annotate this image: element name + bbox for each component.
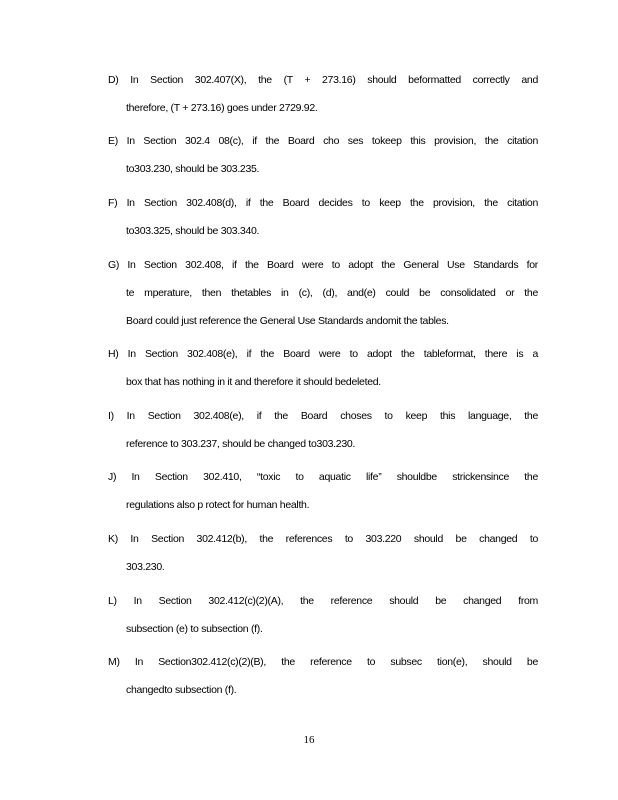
item-g bbox=[108, 255, 538, 339]
item-l-line-2: subsection (e) to subsection (f). bbox=[126, 623, 263, 635]
item-m-line-2: changedto subsection (f). bbox=[126, 684, 237, 696]
item-f-line-2: to303.325, should be 303.340. bbox=[126, 225, 260, 237]
item-i-line-1: I) In Section 302.408(e), if the Board choses to keep this language, the bbox=[108, 410, 538, 422]
item-d bbox=[108, 70, 538, 126]
item-j-line-1: J) In Section 302.410, “toxic to aquatic life” shouldbe strickensince the bbox=[108, 471, 538, 483]
item-h-line-2: box that has nothing in it and therefore it should bedeleted. bbox=[126, 376, 381, 388]
item-k-line-1: K) In Section 302.412(b), the references to 303.220 should be changed to bbox=[108, 533, 538, 545]
page-number: 16 bbox=[303, 734, 315, 746]
item-j-line-2: regulations also p rotect for human health. bbox=[126, 499, 310, 511]
item-h bbox=[108, 344, 538, 400]
item-f bbox=[108, 193, 538, 249]
item-e-line-2: to303.230, should be 303.235. bbox=[126, 163, 260, 175]
item-g-line-2: te mperature, then thetables in (c), (d), and(e) could be consolidated or the bbox=[126, 287, 538, 299]
item-e bbox=[108, 131, 538, 187]
item-l bbox=[108, 591, 538, 647]
item-i-line-2: reference to 303.237, should be changed to303.230. bbox=[126, 438, 356, 450]
item-d-line-1: D) In Section 302.407(X), the (T + 273.16) should beformatted correctly and bbox=[108, 74, 538, 86]
item-e-line-1: E) In Section 302.4 08(c), if the Board cho ses tokeep this provision, the citation bbox=[108, 135, 538, 147]
item-j bbox=[108, 467, 538, 523]
item-f-line-1: F) In Section 302.408(d), if the Board decides to keep the provision, the citation bbox=[108, 197, 538, 209]
item-d-line-2: therefore, (T + 273.16) goes under 2729.92. bbox=[126, 102, 318, 114]
item-i bbox=[108, 406, 538, 462]
item-l-line-1: L) In Section 302.412(c)(2)(A), the reference should be changed from bbox=[108, 595, 538, 607]
item-k bbox=[108, 529, 538, 585]
item-h-line-1: H) In Section 302.408(e), if the Board were to adopt the tableformat, there is a bbox=[108, 348, 538, 360]
item-m bbox=[108, 652, 538, 708]
item-g-line-3: Board could just reference the General Use Standards andomit the tables. bbox=[126, 315, 449, 327]
item-k-line-2: 303.230. bbox=[126, 561, 165, 573]
item-m-line-1: M) In Section302.412(c)(2)(B), the reference to subsec tion(e), should be bbox=[108, 656, 538, 668]
item-g-line-1: G) In Section 302.408, if the Board were to adopt the General Use Standards for bbox=[108, 259, 538, 271]
